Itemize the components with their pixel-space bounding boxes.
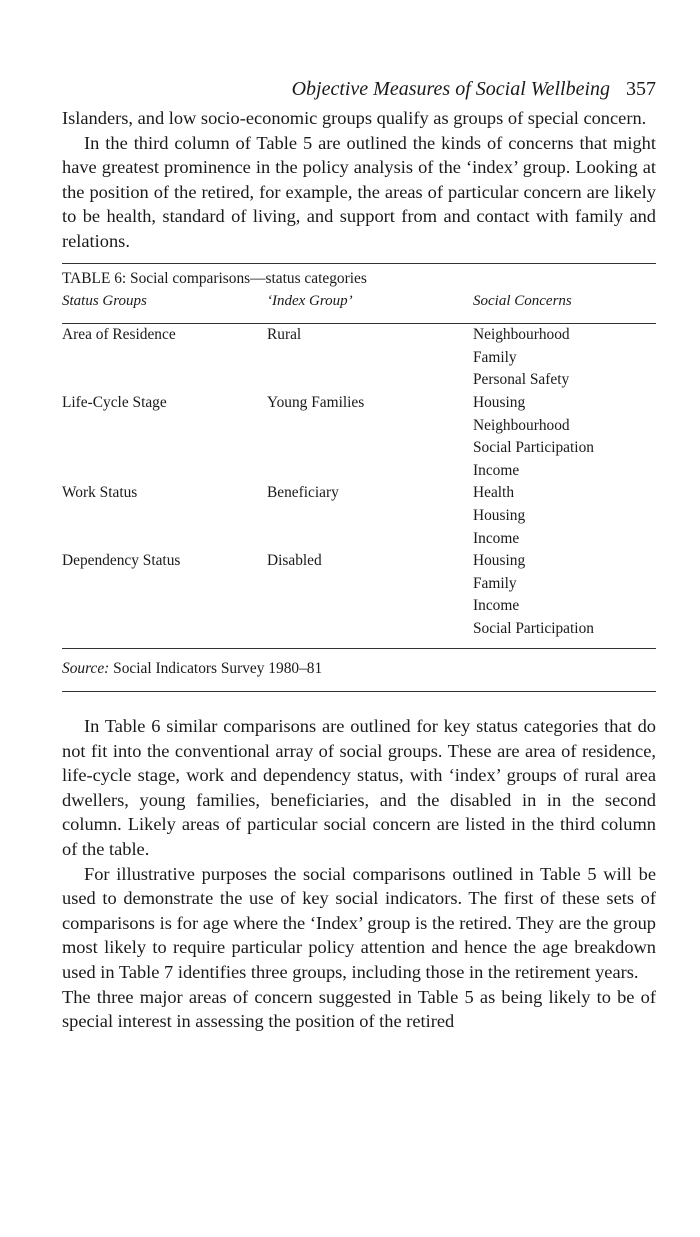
table-row <box>62 482 656 550</box>
concerns-cell <box>473 482 656 550</box>
paragraph: The three major areas of concern suggested in Table 5 as being likely to be of special interest in assessing the position of the retired <box>62 986 656 1032</box>
table-row <box>62 550 656 640</box>
table-row <box>62 392 656 482</box>
table-top-rule <box>62 263 656 264</box>
index-group-cell: Rural <box>267 326 302 344</box>
page-number: 357 <box>626 78 656 100</box>
concerns-cell <box>473 324 656 392</box>
concern-item: Neighbourhood <box>473 416 570 434</box>
table-body-rule <box>62 648 656 649</box>
column-header-social-concerns: Social Concerns <box>473 293 572 310</box>
column-header-status-groups: Status Groups <box>62 293 147 310</box>
status-cell: Area of Residence <box>62 326 176 344</box>
status-cell: Dependency Status <box>62 552 181 570</box>
concerns-cell <box>473 392 656 482</box>
concerns-cell <box>473 550 656 640</box>
concern-item: Income <box>473 461 520 479</box>
book-page <box>62 78 656 1034</box>
concern-item: Social Participation <box>473 439 594 457</box>
index-group-cell: Beneficiary <box>267 484 339 502</box>
paragraph: For illustrative purposes the social comparisons outlined in Table 5 will be used to demonstrate the use of key social indicators. The first of these sets of comparisons is for age where the ‘Index’ group is the retired. They are the group most likely to require particular policy attention and hence the age breakdown used in Table 7 identifies three groups, including those in the retirement years. <box>62 863 656 982</box>
table-6 <box>62 263 656 693</box>
column-header-index-group: ‘Index Group’ <box>267 293 353 310</box>
concern-item: Housing <box>473 552 526 570</box>
concern-item: Housing <box>473 506 526 524</box>
status-cell: Work Status <box>62 484 138 502</box>
running-title: Objective Measures of Social Wellbeing <box>291 78 610 100</box>
table-column-headers <box>62 290 656 313</box>
table-source <box>62 658 656 681</box>
concern-item: Neighbourhood <box>473 326 570 344</box>
concern-item: Housing <box>473 393 526 411</box>
body-text-after-table <box>62 714 656 1034</box>
running-header <box>62 78 656 106</box>
source-text: Social Indicators Survey 1980–81 <box>113 660 323 678</box>
concern-item: Family <box>473 348 517 366</box>
concern-item: Health <box>473 484 515 502</box>
index-group-cell: Disabled <box>267 552 322 570</box>
paragraph: In Table 6 similar comparisons are outlined for key status categories that do not fit into the conventional array of social groups. These are area of residence, life-cycle stage, work and dependency status, with ‘index’ groups of rural area dwellers, young families, beneficiaries, and the disabled in in the second column. Likely areas of particular social concern are listed in the third column of the table. <box>62 716 656 860</box>
paragraph: In the third column of Table 5 are outlined the kinds of concerns that might have greatest prominence in the policy analysis of the ‘index’ group. Looking at the position of the retired, for example, the areas of particular concern are likely to be health, standard of living, and support from and contact with family and relations. <box>62 132 656 251</box>
status-cell: Life-Cycle Stage <box>62 393 167 411</box>
table-bottom-rule <box>62 691 656 692</box>
concern-item: Family <box>473 574 517 592</box>
concern-item: Personal Safety <box>473 371 570 389</box>
table-caption: TABLE 6: Social comparisons—status categories <box>62 269 367 287</box>
table-row <box>62 324 656 392</box>
concern-item: Income <box>473 529 520 547</box>
paragraph-continued: Islanders, and low socio-economic groups qualify as groups of special concern. <box>62 108 647 128</box>
source-label: Source: <box>62 660 110 678</box>
concern-item: Social Participation <box>473 619 594 637</box>
table-body <box>62 324 656 640</box>
index-group-cell: Young Families <box>267 393 365 411</box>
concern-item: Income <box>473 597 520 615</box>
